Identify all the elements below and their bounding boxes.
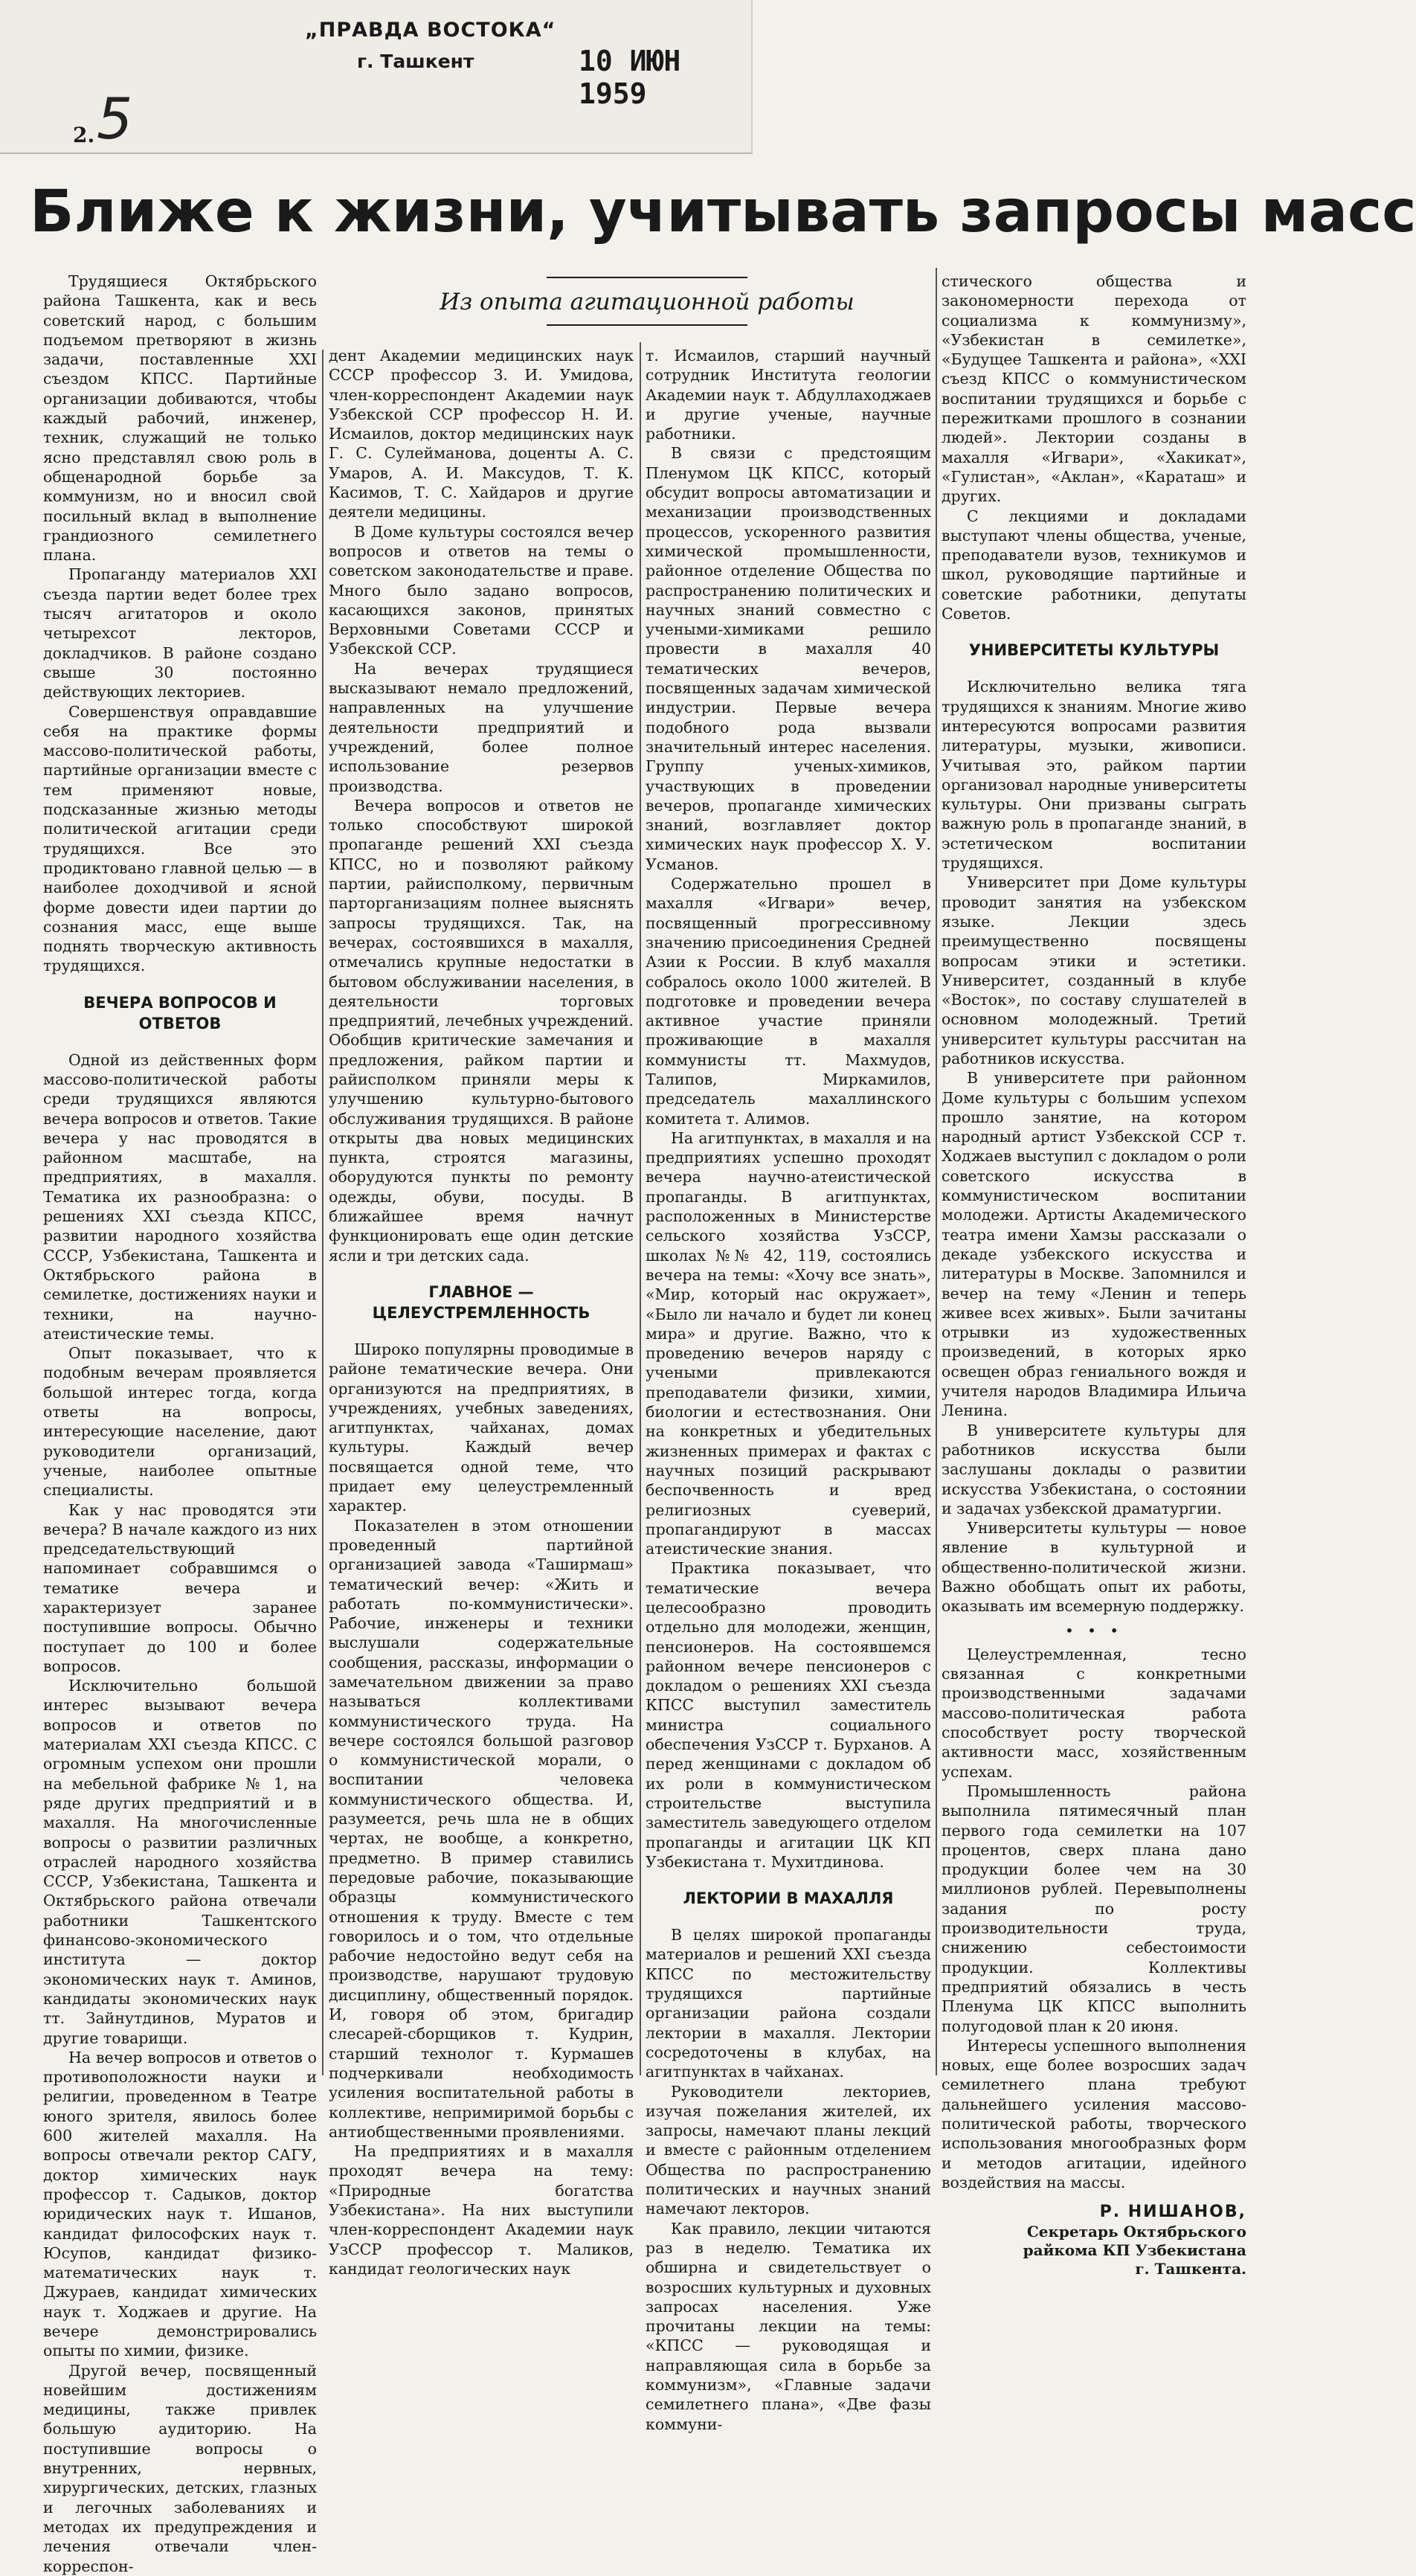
article-column-4 [942,272,1246,2278]
paragraph: т. Исмаилов, старший научный сотрудник Института геологии Академии наук т. Абдуллаходжаев и другие ученые, научные работники. [646,347,931,443]
paragraph: Как правило, лекции читаются раз в неделю. Тематика их обширна и свидетельствует о возросших культурных и духовных запросах населения. Уже прочитаны лекции на темы: «КПСС — руководящая и направляющая сила в борьбе за коммунизм», «Главные задачи семилетнего плана», «Две фазы коммуни- [646,2219,931,2433]
paragraph: Другой вечер, посвященный новейшим достижениям медицины, также привлек большую аудиторию. На поступившие вопросы о внутренних, нервных, хирургических, детских, глазных и легочных заболеваниях и методах их предупреждения и лечения отвечали член-корреспон- [43,2361,317,2575]
section-separator-dots: • • • [1064,1621,1124,1639]
subhead-rule [547,277,747,278]
article-headline: Ближе к жизни, учитывать запросы масс [30,179,1416,245]
page-number: 2. [73,123,95,147]
city-label: г. Ташкент [357,51,474,72]
paragraph: Совершенствуя оправдавшие себя на практике формы массово-политической работы, партийные организации вместе с тем применяют новые, подсказанные жизнью методы политической агитации среди трудящихся. Все это продиктовано главной целью — в наиболее доходчивой и ясной форме довести идеи партии до сознания масс, еще выше поднять творческую активность трудящихся. [43,702,317,975]
paragraph: Исключительно велика тяга трудящихся к знаниям. Многие живо интересуются вопросами развития литературы, музыки, живописи. Учитывая это, райком партии организовал народные университеты культуры. Они призваны сыграть важную роль в пропаганде знаний, в эстетическом воспитании трудящихся. [942,678,1246,873]
paragraph: Опыт показывает, что к подобным вечерам проявляется большой интерес тогда, когда ответы на вопросы, интересующие население, дают руководители организаций, ученые, наиболее опытные специалисты. [43,1344,317,1500]
newspaper-name: „ПРАВДА ВОСТОКА“ [305,19,556,42]
author-title-line: райкома КП Узбекистана [1023,2241,1246,2259]
handwritten-mark: 5 [97,86,133,152]
paragraph: В целях широкой пропаганды материалов и решений XXI съезда КПСС по местожительству трудящихся партийные организации района создали лектории в махалля. Лектории сосредоточены в клубах, на агитпунктах в чайханах. [646,1926,931,2081]
article-column-2 [329,346,634,2278]
section-heading-universities: УНИВЕРСИТЕТЫ КУЛЬТУРЫ [968,641,1220,660]
paragraph: На вечер вопросов и ответов о противоположности науки и религии, проведенном в Театре юного зрителя, явилось более 600 жителей махалля. На вопросы отвечали ректор САГУ, доктор химических наук профессор т. Садыков, доктор юридических наук т. Ишанов, кандидат философских наук т. Юсупов, кандидат физико-математических наук т. Джураев, кандидат химических наук т. Ходжаев и другие. На вечере демонстрировались опыты по химии, физике. [43,2048,317,2360]
paragraph: Целеустремленная, тесно связанная с конкретными производственными задачами массово-политическая работа способствует росту творческой активности масс, хозяйственным успехам. [942,1645,1246,1781]
paragraph: Практика показывает, что тематические вечера целесообразно проводить отдельно для молодежи, женщин, пенсионеров. На состоявшемся районном вечере пенсионеров с докладом о решениях XXI съезда КПСС выступил заместитель министра социального обеспечения УзССР т. Бурханов. А перед женщинами с докладом об их роли в коммунистическом строительстве выступила заместитель заведующего отделом пропаганды и агитации ЦК КП Узбекистана т. Мухитдинова. [646,1559,931,1871]
paragraph: Одной из действенных форм массово-политической работы среди трудящихся являются вечера вопросов и ответов. Такие вечера у нас проводятся в районном масштабе, на предприятиях, в махалля. Тематика их разнообразна: о решениях XXI съезда КПСС, развитии народного хозяйства СССР, Узбекистана, Ташкента и Октябрьского района в семилетке, достижениях науки и техники, на научно-атеистические темы. [43,1050,317,1343]
paragraph: На агитпунктах, в махалля и на предприятиях успешно проходят вечера научно-атеистической пропаганды. В агитпунктах, расположенных в Министерстве сельского хозяйства УзССР, школах №№ 42, 119, состоялись вечера на темы: «Хочу все знать», «Мир, который нас окружает», «Было ли начало и будет ли конец мира» и другие. Важно, что к проведению вечеров наряду с учеными привлекаются преподаватели физики, химии, биологии и естествознания. Они на конкретных и убедительных жизненных примерах и фактах с научных позиций раскрывают беспочвенность и вред религиозных суеверий, пропагандируют в массах атеистические знания. [646,1128,931,1558]
paragraph: В университете культуры для работников искусства были заслушаны доклады о развитии искусства Узбекистана, о состоянии и задачах узбекской драматургии. [942,1421,1246,1517]
article-column-3 [646,346,931,2434]
column-divider-1 [322,350,324,2075]
paragraph: В Доме культуры состоялся вечер вопросов и ответов на темы о советском законодательстве и праве. Много было задано вопросов, касающихся законов, принятых Верховными Советами СССР и Узбекской ССР. [329,522,634,658]
date-stamp: 10 ИЮН 1959 [579,45,681,110]
paragraph: Широко популярны проводимые в районе тематические вечера. Они организуются на предприятиях, в учреждениях, учебных заведениях, агитпунктах, чайханах, домах культуры. Каждый вечер посвящается одной теме, что придает ему целеустремленный характер. [329,1340,634,1515]
paragraph: На предприятиях и в махалля проходят вечера на тему: «Природные богатства Узбекистана». На них выступили член-корреспондент Академии наук УзССР профессор т. Маликов, кандидат геологических наук [329,2142,634,2278]
section-heading-lectures: ЛЕКТОРИИ В МАХАЛЛЯ [683,1889,894,1908]
column-divider-2 [640,342,641,2075]
article-subheadline: Из опыта агитационной работы [440,289,855,315]
subhead-rule-bottom [547,324,747,326]
paragraph: Пропаганду материалов XXI съезда партии ведет более трех тысяч агитаторов и около четырехсот лекторов, докладчиков. В районе создано свыше 30 постоянно действующих лекториев. [43,565,317,701]
paragraph: Интересы успешного выполнения новых, еще более возросших задач семилетнего плана требуют дальнейшего усиления массово-политической работы, творческого использования многообразных форм и методов агитации, идейного воздействия на массы. [942,2036,1246,2191]
paragraph: Вечера вопросов и ответов не только способствуют широкой пропаганде решений XXI съезда КПСС, но и позволяют райкому партии, райисполкому, первичным парторганизациям полнее выяснять запросы трудящихся. Так, на вечерах, состоявшихся в махалля, отмечались крупные недостатки в бытовом обслуживании населения, в деятельности торговых предприятий, лечебных учреждений. Обобщив критические замечания и предложения, райком партии и райисполком приняли меры к улучшению культурно-бытового обслуживания трудящихся. В районе открыты два новых медицинских пункта, строятся магазины, оборудуются пункты по ремонту одежды, обуви, посуды. В ближайшее время начнут функционировать еще один детские ясли и три детских сада. [329,796,634,1265]
section-heading-questions: ВЕЧЕРА ВОПРОСОВ И ОТВЕТОВ [83,993,277,1032]
paragraph: стического общества и закономерности перехода от социализма к коммунизму», «Узбекистан в семилетке», «Будущее Ташкента и района», «XXI съезд КПСС о коммунистическом воспитании трудящихся и борьбе с пережитками прошлого в сознании людей». Лектории созданы в махалля «Игвари», «Хакикат», «Гулистан», «Аклан», «Караташ» и других. [942,272,1246,506]
paragraph: Как у нас проводятся эти вечера? В начале каждого из них председательствующий напоминает собравшимся о тематике вечера и характеризует заранее поступившие вопросы. Обычно поступает до 100 и более вопросов. [43,1500,317,1675]
paragraph: Университет при Доме культуры проводит занятия на узбекском языке. Лекции здесь преимущественно посвящены вопросам этики и эстетики. Университет, созданный в клубе «Восток», по составу слушателей в основном молодежный. Третий университет культуры рассчитан на работников искусства. [942,873,1246,1067]
paragraph: В связи с предстоящим Пленумом ЦК КПСС, который обсудит вопросы автоматизации и механизации производственных процессов, ускоренного развития химической промышленности, районное отделение Общества по распространению политических и научных знаний совместно с учеными-химиками решило провести в махалля 40 тематических вечеров, посвященных задачам химической индустрии. Первые вечера подобного рода вызвали значительный интерес населения. Группу ученых-химиков, участвующих в проведении вечеров, пропаганде химических знаний, возглавляет доктор химических наук профессор Х. У. Усманов. [646,444,931,873]
paragraph: На вечерах трудящиеся высказывают немало предложений, направленных на улучшение деятельности предприятий и учреждений, более полное использование резервов производства. [329,659,634,795]
paragraph: С лекциями и докладами выступают члены общества, ученые, преподаватели вузов, техникумов и школ, руководящие партийные и советские работники, депутаты Советов. [942,507,1246,623]
masthead-clipping [0,0,753,154]
paragraph: Университеты культуры — новое явление в культурной и общественно-политической жизни. Важно обобщать опыт их работы, оказывать им всемерную поддержку. [942,1519,1246,1616]
paragraph: дент Академии медицинских наук СССР профессор З. И. Умидова, член-корреспондент Академии наук Узбекской ССР профессор Н. И. Исмаилов, доктор медицинских наук Г. С. Сулейманова, доценты А. С. Умаров, А. И. Максудов, Т. К. Касимов, Т. С. Хайдаров и другие деятели медицины. [329,347,634,521]
paragraph: Показателен в этом отношении проведенный партийной организацией завода «Таширмаш» тематический вечер: «Жить и работать по-коммунистически». Рабочие, инженеры и техники выслушали содержательные сообщения, рассказы, информации о замечательном движении за право называться коллективами коммунистического труда. На вечере состоялся большой разговор о коммунистической морали, о воспитании человека коммунистического общества. И, разумеется, речь шла не в общих чертах, не вообще, а конкретно, предметно. В пример ставились передовые рабочие, показывающие образцы коммунистического отношения к труду. Вместе с тем говорилось и о том, что отдельные рабочие недостойно ведут себя на производстве, нарушают трудовую дисциплину, общественный порядок. И, говоря об этом, бригадир слесарей-сборщиков т. Кудрин, старший технолог т. Курмашев подчеркивали необходимость усиления воспитательной работы в коллективе, непримиримой борьбы с антиобщественными проявлениями. [329,1516,634,2141]
paragraph: Руководители лекториев, изучая пожелания жителей, их запросы, намечают планы лекций и вместе с районным отделением Общества по распространению политических и научных знаний намечают лекторов. [646,2082,931,2218]
author-title-line: г. Ташкента. [1135,2259,1246,2278]
author-title-line: Секретарь Октябрьского [1026,2222,1246,2241]
paragraph: Промышленность района выполнила пятимесячный план первого года семилетки на 107 процентов, сверх плана дано продукции более чем на 30 миллионов рублей. Перевыполнены задания по росту производительности труда, снижению себестоимости продукции. Коллективы предприятий обязались в честь Пленума ЦК КПСС выполнить полугодовой план к 20 июня. [942,1782,1246,2035]
paragraph: Трудящиеся Октябрьского района Ташкента, как и весь советский народ, с большим подъемом претворяют в жизнь задачи, поставленные XXI съездом КПСС. Партийные организации добиваются, чтобы каждый рабочий, инженер, техник, служащий не только ясно представлял свою роль в общенародной борьбе за коммунизм, но и вносил свой посильный вклад в выполнение грандиозного семилетнего плана. [43,272,317,565]
paragraph: Исключительно большой интерес вызывают вечера вопросов и ответов по материалам XXI съезда КПСС. С огромным успехом они прошли на мебельной фабрике № 1, на ряде других предприятий и в махалля. На многочисленные вопросы о развитии различных отраслей народного хозяйства СССР, Узбекистана, Ташкента и Октябрьского района отвечали работники Ташкентского финансово-экономического института — доктор экономических наук т. Аминов, кандидаты экономических наук тт. Зайнутдинов, Муратов и другие товарищи. [43,1677,317,2047]
article-column-1 [43,272,317,2576]
section-heading-main: ГЛАВНОЕ — ЦЕЛЕУСТРЕМЛЕННОСТЬ [372,1282,590,1322]
author-name: Р. НИШАНОВ, [1099,2203,1246,2222]
paragraph: Содержательно прошел в махалля «Игвари» вечер, посвященный прогрессивному значению присоединения Средней Азии к России. В клуб махалля собралось около 1000 жителей. В подготовке и проведении вечера активное участие приняли проживающие в махалля коммунисты тт. Махмудов, Талипов, Миркамилов, председатель махаллинского комитета т. Алимов. [646,875,931,1128]
column-divider-3 [936,268,937,2075]
paragraph: В университете при районном Доме культуры с большим успехом прошло занятие, на котором народный артист Узбекской ССР т. Ходжаев выступил с докладом о роли советского искусства в коммунистическом воспитании молодежи. Артисты Академического театра имени Хамзы рассказали о декаде узбекского искусства и литературы в Москве. Запомнился и вечер на тему «Ленин и теперь живее всех живых». Были зачитаны отрывки из художественных произведений, в которых ярко освещен образ гениального вождя и учителя народов Владимира Ильича Ленина. [942,1069,1246,1420]
